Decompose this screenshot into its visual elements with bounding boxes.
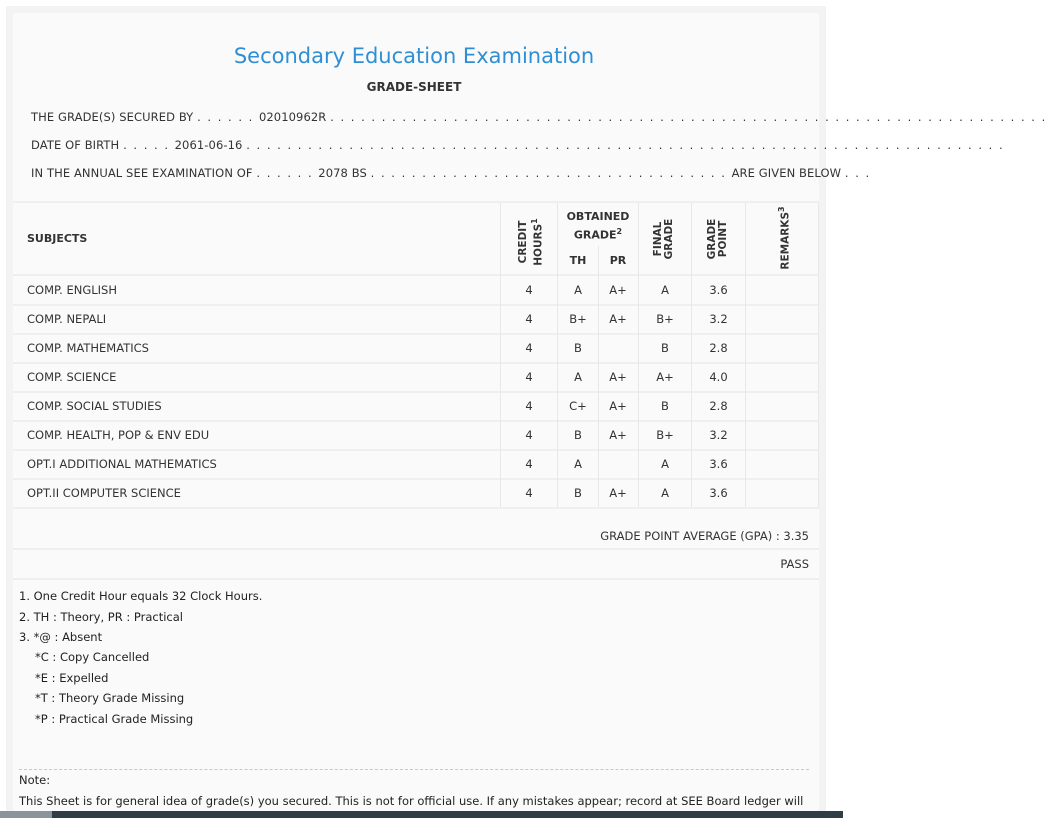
footnote-3-copy-cancelled: *C : Copy Cancelled: [35, 650, 150, 664]
remarks-header: REMARKS$^3$: [777, 206, 792, 270]
final-grade: A: [661, 457, 669, 471]
grade-point: 3.2: [709, 312, 728, 326]
subject-name: COMP. NEPALI: [27, 312, 107, 326]
horizontal-scrollbar[interactable]: [0, 811, 843, 818]
subject-name: OPT.I ADDITIONAL MATHEMATICS: [27, 457, 217, 471]
scrollbar-thumb[interactable]: [0, 811, 52, 818]
final-grade-header-line2: GRADE: [663, 218, 675, 260]
pr-grade: A+: [609, 312, 627, 326]
grade-point: 3.2: [709, 428, 728, 442]
grade-sheet-heading: GRADE-SHEET: [366, 80, 462, 94]
grade-point: 3.6: [709, 457, 728, 471]
dob-value: 2061-06-16: [174, 138, 243, 152]
th-grade: B: [574, 486, 582, 500]
row-divider: [13, 449, 819, 451]
footnote-3: 3. *@ : Absent: [19, 630, 103, 644]
final-grade-header-line1: FINAL: [652, 221, 664, 257]
th-grade: A: [574, 370, 582, 384]
th-grade: B: [574, 428, 582, 442]
exam-label: IN THE ANNUAL SEE EXAMINATION OF: [31, 166, 253, 180]
pr-grade: A+: [609, 283, 627, 297]
credit-hours: 4: [525, 312, 533, 326]
grade-point-header-line2: POINT: [717, 220, 729, 258]
th-header: TH: [569, 254, 587, 267]
exam-year: 2078 BS: [318, 166, 367, 180]
credit-hours-header: CREDIT HOURS$^1$: [517, 218, 545, 266]
final-grade: A: [661, 486, 669, 500]
obtained-grade-header-line1: OBTAINED: [566, 210, 630, 223]
grade-point: 3.6: [709, 486, 728, 500]
secured-by-line: THE GRADE(S) SECURED BY . . . . . . 02010962R . . . . . . . . . . . . . . . . . . . . . . . . . . . . . . . . . . . . . . . . . . . . . . . . . . . . . . . . . . . . . . . . . . . . . .: [31, 110, 1047, 124]
grade-point-header: [707, 209, 729, 269]
final-grade: B: [661, 399, 669, 413]
result-status: PASS: [780, 557, 809, 571]
row-divider: [13, 304, 819, 306]
credit-hours: 4: [525, 283, 533, 297]
remarks-header-label: REMARKS: [779, 211, 792, 270]
final-grade: A: [661, 283, 669, 297]
th-grade: C+: [569, 399, 587, 413]
column-divider: [818, 203, 819, 507]
th-grade: B+: [569, 312, 587, 326]
secured-by-label: THE GRADE(S) SECURED BY: [31, 110, 194, 124]
pr-grade: A+: [609, 486, 627, 500]
exam-title: Secondary Education Examination: [233, 44, 595, 68]
subject-name: COMP. SOCIAL STUDIES: [27, 399, 162, 413]
credit-hours: 4: [525, 341, 533, 355]
grade-point-header-line1: GRADE: [706, 218, 718, 260]
credit-hours: 4: [525, 428, 533, 442]
credit-hours-header-line2: HOURS: [532, 223, 545, 266]
gpa-summary: GRADE POINT AVERAGE (GPA) : 3.35: [600, 529, 809, 543]
row-divider: [13, 420, 819, 422]
final-grade: B+: [656, 312, 674, 326]
credit-hours: 4: [525, 399, 533, 413]
credit-hours: 4: [525, 457, 533, 471]
exam-suffix: ARE GIVEN BELOW: [731, 166, 842, 180]
grade-point: 2.8: [709, 399, 728, 413]
final-grade-header: [653, 209, 675, 269]
subject-name: COMP. ENGLISH: [27, 283, 117, 297]
summary-divider: [13, 548, 819, 550]
final-grade: B: [661, 341, 669, 355]
th-grade: A: [574, 283, 582, 297]
subject-name: COMP. SCIENCE: [27, 370, 117, 384]
exam-line: IN THE ANNUAL SEE EXAMINATION OF . . . . . . 2078 BS . . . . . . . . . . . . . . . . . . . . . . . . . . . . . . . . . . . ARE GIVEN BELOW . . .: [31, 166, 871, 180]
pr-grade: A+: [609, 399, 627, 413]
subject-name: OPT.II COMPUTER SCIENCE: [27, 486, 181, 500]
grade-point: 2.8: [709, 341, 728, 355]
credit-hours-header-line1: CREDIT: [517, 220, 529, 264]
footnote-3-practical-missing: *P : Practical Grade Missing: [35, 712, 194, 726]
credit-hours: 4: [525, 370, 533, 384]
footnote-3-expelled: *E : Expelled: [35, 671, 109, 685]
symbol-number: 02010962R: [258, 110, 327, 124]
column-divider: [745, 203, 746, 507]
th-grade: B: [574, 341, 582, 355]
footnote-1: 1. One Credit Hour equals 32 Clock Hours.: [19, 589, 263, 603]
row-divider: [13, 507, 819, 509]
row-divider: [13, 391, 819, 393]
row-divider: [13, 362, 819, 364]
obtained-grade-header-line2: GRADE: [573, 228, 617, 242]
credit-hours: 4: [525, 486, 533, 500]
final-grade: B+: [656, 428, 674, 442]
pr-header: PR: [609, 254, 627, 267]
subjects-header: SUBJECTS: [27, 232, 88, 245]
table-top-border: [13, 201, 819, 203]
footnote-2: 2. TH : Theory, PR : Practical: [19, 610, 183, 624]
footnote-3-theory-missing: *T : Theory Grade Missing: [35, 691, 185, 705]
final-grade: A+: [656, 370, 674, 384]
dob-line: DATE OF BIRTH . . . . . 2061-06-16 . . . . . . . . . . . . . . . . . . . . . . . . . . . . . . . . . . . . . . . . . . . . . . . . . . . . . . . . . . . . . . . . . . . . . . . . . .: [31, 138, 1005, 152]
note-text: This Sheet is for general idea of grade(s) you secured. This is not for official use. If any mistakes appear; record at SEE Board ledger will: [19, 794, 804, 808]
row-divider: [13, 478, 819, 480]
dob-label: DATE OF BIRTH: [31, 138, 120, 152]
grade-point: 4.0: [709, 370, 728, 384]
header-bottom-border: [13, 274, 819, 276]
pr-grade: A+: [609, 370, 627, 384]
pr-grade: A+: [609, 428, 627, 442]
summary-divider: [13, 578, 819, 580]
subject-name: COMP. HEALTH, POP & ENV EDU: [27, 428, 210, 442]
subject-name: COMP. MATHEMATICS: [27, 341, 149, 355]
note-label: Note:: [19, 773, 51, 787]
grade-point: 3.6: [709, 283, 728, 297]
obtained-grade-header: OBTAINED GRADE$^2$: [566, 210, 630, 242]
th-grade: A: [574, 457, 582, 471]
row-divider: [13, 333, 819, 335]
note-separator: [19, 769, 809, 770]
